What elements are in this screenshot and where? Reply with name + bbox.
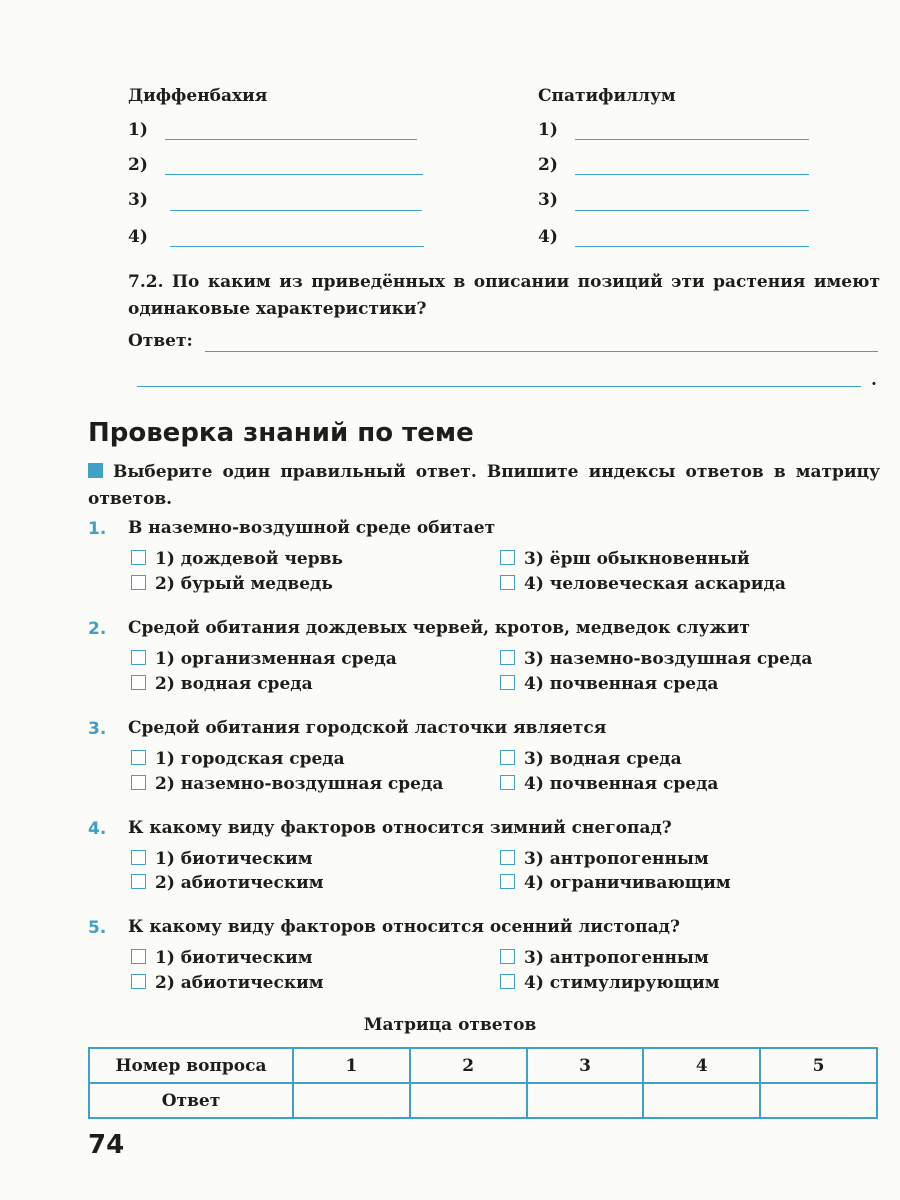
option-label: 1) биотическим [155,849,313,869]
page-number: 74 [88,1130,125,1160]
right-answer-line-3[interactable] [575,210,809,211]
option[interactable] [131,774,443,794]
question-number: 3. [88,719,107,739]
option[interactable] [131,849,312,869]
task-7-2 [128,269,880,323]
checkbox-icon[interactable] [500,874,515,889]
right-answer-line-4[interactable] [575,246,809,247]
instruction [88,459,880,513]
option[interactable] [131,873,324,893]
option-label: 4) почвенная среда [524,774,719,794]
option[interactable] [500,674,718,694]
checkbox-icon[interactable] [131,750,146,765]
section-title: Проверка знаний по теме [88,418,474,448]
matrix-answer-cell[interactable] [760,1083,877,1118]
left-answer-line-4[interactable] [170,246,424,247]
checkbox-icon[interactable] [131,949,146,964]
option-label: 4) стимулирующим [524,973,720,993]
checkbox-icon[interactable] [500,974,515,989]
option-label: 3) водная среда [524,749,682,769]
right-row-label: 2) [538,155,558,175]
matrix-answer-cell[interactable] [643,1083,760,1118]
question-text: К какому виду факторов относится осенний листопад? [128,917,680,937]
answer-label: Ответ: [128,331,193,351]
option[interactable] [500,574,786,594]
option[interactable] [500,749,682,769]
option[interactable] [131,973,324,993]
option-label: 2) бурый медведь [155,574,333,594]
option[interactable] [500,549,750,569]
left-answer-line-1[interactable] [165,139,417,140]
checkbox-icon[interactable] [131,775,146,790]
matrix-col-header: 3 [527,1048,644,1083]
matrix-col-header: 4 [643,1048,760,1083]
option-label: 1) организменная среда [155,649,397,669]
option-label: 4) почвенная среда [524,674,719,694]
left-row-label: 1) [128,120,148,140]
right-answer-line-2[interactable] [575,174,809,175]
instruction-text: Выберите один правильный ответ. Впишите индексы ответов в матрицу ответов. [88,462,880,509]
matrix-title: Матрица ответов [363,1015,537,1035]
left-answer-line-3[interactable] [170,210,422,211]
answer-end-dot: . [871,370,877,390]
right-row-label: 4) [538,227,558,247]
question-number: 4. [88,819,107,839]
matrix-col-header: 1 [293,1048,410,1083]
answer-matrix [88,1047,878,1119]
right-answer-line-1[interactable] [575,139,809,140]
option[interactable] [500,873,731,893]
matrix-row-label: Ответ [89,1083,293,1118]
option[interactable] [131,549,343,569]
option-label: 3) антропогенным [524,849,709,869]
question-text: В наземно-воздушной среде обитает [128,518,496,538]
option-label: 3) антропогенным [524,948,709,968]
option-label: 1) дождевой червь [155,549,343,569]
checkbox-icon[interactable] [131,650,146,665]
left-row-label: 3) [128,190,148,210]
matrix-answer-cell[interactable] [527,1083,644,1118]
question-text: К какому виду факторов относится зимний снегопад? [128,818,672,838]
dieffenbachia-heading: Диффенбахия [128,86,268,106]
left-row-label: 2) [128,155,148,175]
right-row-label: 1) [538,120,558,140]
checkbox-icon[interactable] [131,575,146,590]
option[interactable] [500,973,720,993]
option-label: 3) наземно-воздушная среда [524,649,813,669]
option[interactable] [131,649,397,669]
matrix-answer-cell[interactable] [410,1083,527,1118]
instruction-marker-icon [88,463,103,478]
left-row-label: 4) [128,227,148,247]
checkbox-icon[interactable] [500,949,515,964]
checkbox-icon[interactable] [500,550,515,565]
option[interactable] [131,574,333,594]
question-number: 2. [88,619,107,639]
option-label: 1) биотическим [155,948,313,968]
option[interactable] [131,948,312,968]
option[interactable] [131,674,313,694]
checkbox-icon[interactable] [500,575,515,590]
matrix-col-header: 5 [760,1048,877,1083]
option-label: 2) абиотическим [155,873,324,893]
option[interactable] [500,948,709,968]
checkbox-icon[interactable] [131,850,146,865]
option[interactable] [131,749,345,769]
checkbox-icon[interactable] [500,650,515,665]
checkbox-icon[interactable] [131,874,146,889]
question-text: Средой обитания городской ласточки является [128,718,607,738]
matrix-col-header: 2 [410,1048,527,1083]
task-7-2-text: По каким из приведённых в описании позиций эти растения имеют одинаковые характеристики? [128,272,880,319]
matrix-answer-cell[interactable] [293,1083,410,1118]
checkbox-icon[interactable] [131,675,146,690]
checkbox-icon[interactable] [131,550,146,565]
option[interactable] [500,649,812,669]
option-label: 2) наземно-воздушная среда [155,774,444,794]
option-label: 2) абиотическим [155,973,324,993]
option[interactable] [500,849,709,869]
option-label: 4) человеческая аскарида [524,574,786,594]
matrix-row-label: Номер вопроса [89,1048,293,1083]
task-7-2-number: 7.2. [128,272,164,292]
right-row-label: 3) [538,190,558,210]
question-number: 5. [88,918,107,938]
checkbox-icon[interactable] [131,974,146,989]
option[interactable] [500,774,718,794]
checkbox-icon[interactable] [500,750,515,765]
answer-line-2[interactable] [137,386,861,387]
matrix-answer-row [89,1083,877,1118]
option-label: 4) ограничивающим [524,873,731,893]
answer-line-1[interactable] [205,351,878,352]
checkbox-icon[interactable] [500,675,515,690]
spathiphyllum-heading: Спатифиллум [538,86,676,106]
option-label: 3) ёрш обыкновенный [524,549,750,569]
checkbox-icon[interactable] [500,850,515,865]
question-number: 1. [88,519,107,539]
option-label: 1) городская среда [155,749,345,769]
matrix-header-row [89,1048,877,1083]
option-label: 2) водная среда [155,674,313,694]
checkbox-icon[interactable] [500,775,515,790]
left-answer-line-2[interactable] [165,174,423,175]
question-text: Средой обитания дождевых червей, кротов, медведок служит [128,618,750,638]
